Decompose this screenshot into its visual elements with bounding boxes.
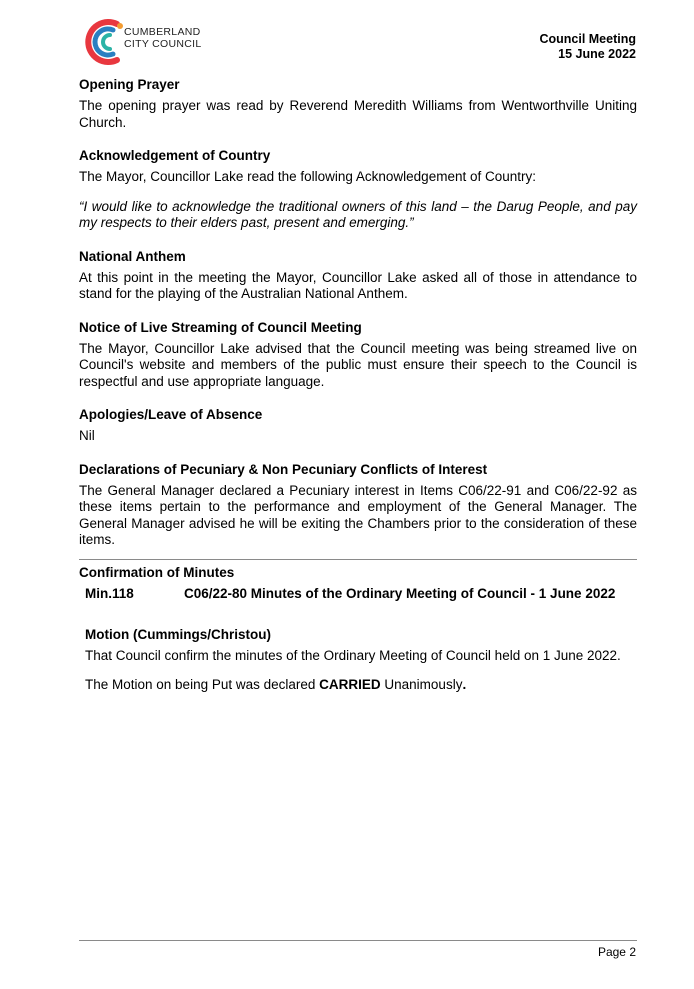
section-apologies [79, 406, 637, 445]
section-heading: Opening Prayer [79, 77, 180, 92]
section-acknowledgement [79, 147, 637, 232]
section-text: At this point in the meeting the Mayor, Councillor Lake asked all of those in attendance to stand for the playing of the Australian National Anthem. [79, 269, 637, 301]
acknowledgement-quote: “I would like to acknowledge the traditional owners of this land – the Darug People, and pay my respects to their elders past, present and emerging.” [79, 198, 637, 230]
document-header [539, 32, 636, 62]
section-text: Nil [79, 428, 95, 443]
section-live-streaming [79, 319, 637, 391]
motion-text: That Council confirm the minutes of the Ordinary Meeting of Council held on 1 June 2022. [85, 647, 621, 663]
motion-result [85, 677, 637, 694]
section-heading: Apologies/Leave of Absence [79, 407, 263, 422]
section-heading: Acknowledgement of Country [79, 148, 271, 163]
logo-line-1: CUMBERLAND [124, 26, 201, 38]
section-heading: Notice of Live Streaming of Council Meeting [79, 319, 362, 335]
section-text: The Mayor, Councillor Lake read the following Acknowledgement of Country: [79, 169, 536, 184]
minute-title: C06/22-80 Minutes of the Ordinary Meeting of Council - 1 June 2022 [184, 585, 616, 601]
page-number: Page 2 [597, 945, 636, 959]
section-declarations [79, 461, 637, 549]
minute-item-row [85, 585, 637, 602]
section-heading: Declarations of Pecuniary & Non Pecuniary Conflicts of Interest [79, 461, 488, 477]
motion-heading: Motion (Cummings/Christou) [85, 626, 271, 642]
section-heading: National Anthem [79, 248, 186, 264]
result-carried: CARRIED [319, 677, 381, 692]
section-confirmation-of-minutes [79, 559, 637, 694]
motion-block [85, 626, 637, 694]
section-national-anthem [79, 248, 637, 303]
minutes-body [79, 76, 637, 694]
logo-text [124, 26, 202, 50]
minute-number: Min.118 [85, 585, 134, 601]
section-text: The opening prayer was read by Reverend Meredith Williams from Wentworthville Uniting Church. [79, 98, 637, 130]
result-suffix: Unanimously [380, 677, 463, 692]
meeting-date: 15 June 2022 [558, 47, 636, 61]
meeting-title: Council Meeting [539, 32, 636, 46]
section-heading: Confirmation of Minutes [79, 564, 235, 580]
section-text: The General Manager declared a Pecuniary interest in Items C06/22-91 and C06/22-92 as these items pertain to the performance and employment of the General Manager. The General Manager advised he will be exiting the Chambers prior to the consideration of these items. [79, 482, 637, 547]
logo-line-2: CITY COUNCIL [124, 38, 202, 50]
result-end: . [462, 677, 467, 692]
section-opening-prayer [79, 76, 637, 131]
result-prefix: The Motion on being Put was declared [85, 677, 320, 692]
footer-divider [79, 940, 637, 941]
section-text: The Mayor, Councillor Lake advised that the Council meeting was being streamed live on Council's website and members of the public must ensure their speech to the Council is respectful and use appropriate language. [79, 340, 637, 389]
